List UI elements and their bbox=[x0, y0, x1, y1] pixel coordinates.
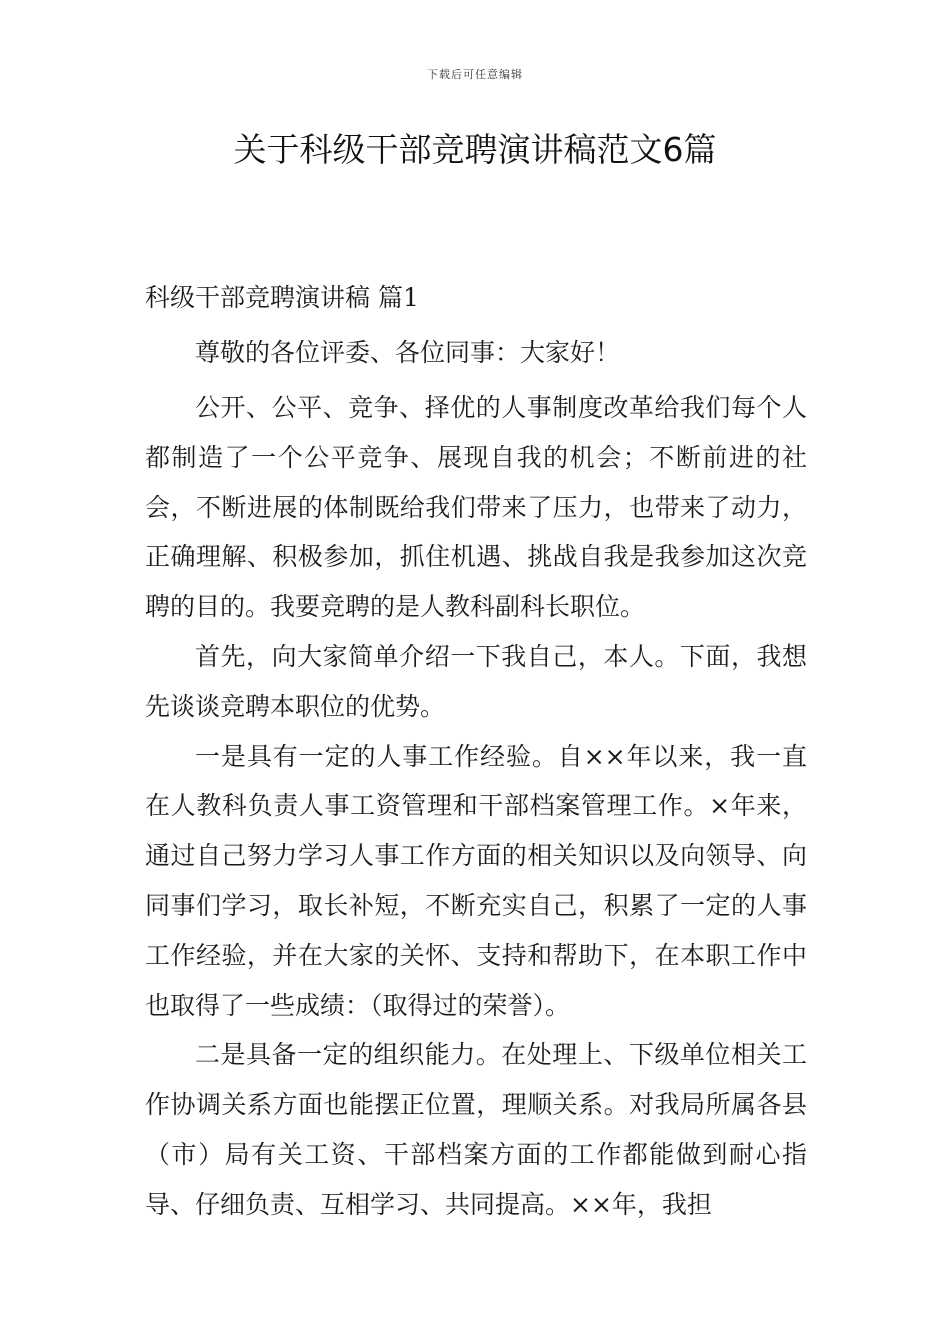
salutation: 尊敬的各位评委、各位同事：大家好！ bbox=[195, 338, 621, 367]
document-body bbox=[145, 281, 807, 1230]
paragraph-2: 首先，向大家简单介绍一下我自己，本人。下面，我想先谈谈竞聘本职位的优势。 bbox=[145, 641, 807, 721]
paragraph-1: 公开、公平、竞争、择优的人事制度改革给我们每个人都制造了一个公平竞争、展现自我的机会；不断前进的社会，不断进展的体制既给我们带来了压力，也带来了动力，正确理解、积极参加，抓住机遇、挑战自我是我参加这次竞聘的目的。我要竞聘的是人教科副科长职位。 bbox=[145, 393, 807, 622]
section-heading: 科级干部竞聘演讲稿 篇1 bbox=[145, 283, 419, 312]
header-note: 下载后可任意编辑 bbox=[427, 68, 523, 81]
paragraph-4: 二是具备一定的组织能力。在处理上、下级单位相关工作协调关系方面也能摆正位置，理顺关系。对我局所属各县（市）局有关工资、干部档案方面的工作都能做到耐心指导、仔细负责、互相学习、共同提高。××年，我担 bbox=[145, 1040, 807, 1219]
document-title: 关于科级干部竞聘演讲稿范文6篇 bbox=[233, 130, 717, 169]
paragraph-3: 一是具有一定的人事工作经验。自××年以来，我一直在人教科负责人事工资管理和干部档案管理工作。×年来，通过自己努力学习人事工作方面的相关知识以及向领导、向同事们学习，取长补短，不断充实自己，积累了一定的人事工作经验，并在大家的关怀、支持和帮助下，在本职工作中也取得了一些成绩：（取得过的荣誉）。 bbox=[145, 741, 807, 1020]
